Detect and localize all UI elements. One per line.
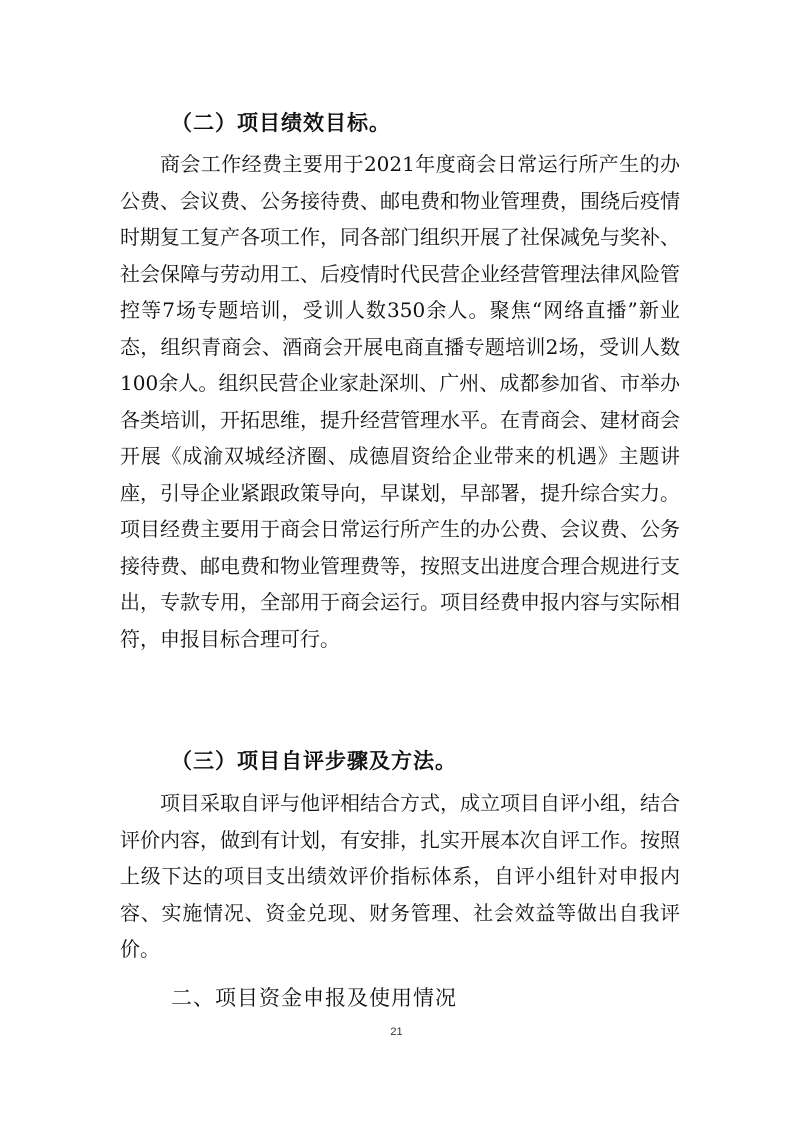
chapter-heading-funding: 二、项目资金申报及使用情况: [171, 986, 457, 1010]
paragraph-self-evaluation: 项目采取自评与他评相结合方式，成立项目自评小组，结合评价内容，做到有计划，有安排，扎实开展本次自评工作。按照上级下达的项目支出绩效评价指标体系，自评小组针对申报内容、实施情况、资金兑现、财务管理、社会效益等做出自我评价。: [120, 791, 680, 961]
section-heading-self-evaluation: （三）项目自评步骤及方法。: [171, 748, 457, 773]
section-heading-performance-goals: （二）项目绩效目标。: [171, 110, 391, 135]
paragraph-performance-goals: 商会工作经费主要用于2021年度商会日常运行所产生的办公费、会议费、公务接待费、邮电费和物业管理费，围绕后疫情时期复工复产各项工作，同各部门组织开展了社保减免与奖补、社会保障与劳动用工、后疫情时代民营企业经营管理法律风险管控等7场专题培训，受训人数350余人。聚焦“网络直播”新业态，组织青商会、酒商会开展电商直播专题培训2场，受训人数100余人。组织民营企业家赴深圳、广州、成都参加省、市举办各类培训，开拓思维，提升经营管理水平。在青商会、建材商会开展《成渝双城经济圈、成德眉资给企业带来的机遇》主题讲座，引导企业紧跟政策导向，早谋划，早部署，提升综合实力。项目经费主要用于商会日常运行所产生的办公费、会议费、公务接待费、邮电费和物业管理费等，按照支出进度合理合规进行支出，专款专用，全部用于商会运行。项目经费申报内容与实际相符，申报目标合理可行。: [120, 152, 680, 651]
page-number: 21: [390, 1026, 403, 1038]
